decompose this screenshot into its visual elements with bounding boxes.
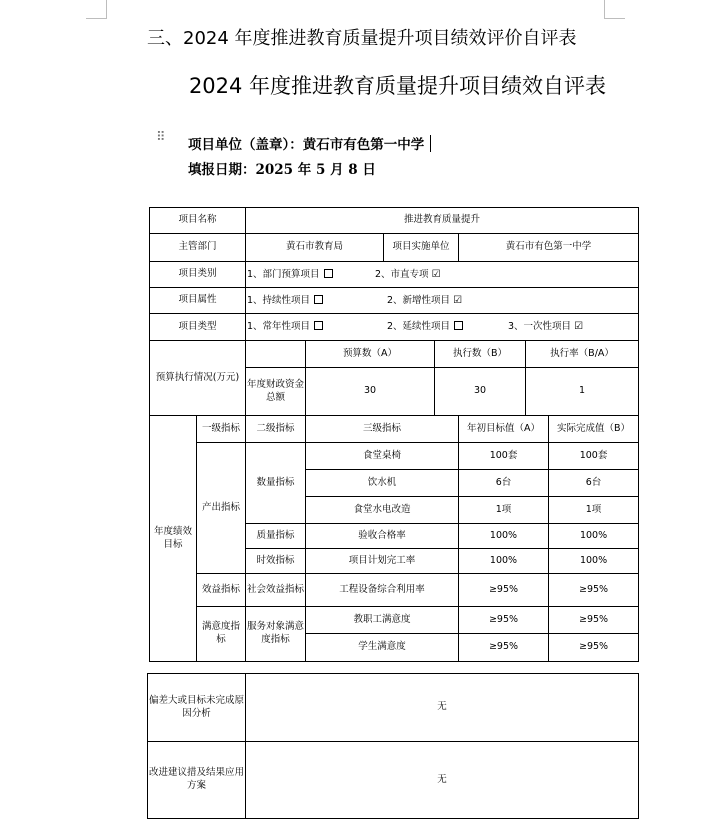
project-unit-line xyxy=(188,133,431,153)
service-satisfaction-label: 服务对象满意度指标 xyxy=(246,607,306,662)
dept-label: 主管部门 xyxy=(150,234,246,262)
type-option-1: 1、常年性项目 xyxy=(247,321,311,333)
impl-unit-label: 项目实施单位 xyxy=(384,234,459,262)
indicator-name: 教职工满意度 xyxy=(306,607,459,634)
budget-col-a: 预算数（A） xyxy=(306,341,435,368)
output-indicator-label: 产出指标 xyxy=(197,443,246,574)
type-options xyxy=(246,314,639,341)
category-options xyxy=(246,262,639,288)
type-option-3: 3、一次性项目 xyxy=(508,321,572,333)
page-corner-mark-right xyxy=(604,0,625,19)
type-option-2: 2、延续性项目 xyxy=(387,321,451,333)
section-heading: 三、2024 年度推进教育质量提升项目绩效评价自评表 xyxy=(147,28,577,49)
col-level1-header: 一级指标 xyxy=(197,416,246,443)
target-value[interactable]: ≥95% xyxy=(459,634,549,662)
indicator-name: 饮水机 xyxy=(306,470,459,497)
attribute-options xyxy=(246,288,639,314)
budget-col-rate: 执行率（B/A） xyxy=(526,341,639,368)
project-unit-value[interactable]: 黄石市有色第一中学 xyxy=(302,137,425,153)
page-corner-mark-left xyxy=(86,0,107,19)
indicator-name: 食堂桌椅 xyxy=(306,443,459,470)
timeliness-indicator-label: 时效指标 xyxy=(246,549,306,574)
performance-table xyxy=(149,207,639,662)
budget-label: 预算执行情况(万元) xyxy=(150,341,246,416)
fill-date-label: 填报日期： xyxy=(188,162,256,178)
quantity-indicator-label: 数量指标 xyxy=(246,443,306,524)
actual-value[interactable]: ≥95% xyxy=(549,634,639,662)
fill-date-line xyxy=(188,158,376,178)
indicator-name: 学生满意度 xyxy=(306,634,459,662)
col-actual-header: 实际完成值（B） xyxy=(549,416,639,443)
budget-b-value[interactable]: 30 xyxy=(435,368,526,416)
actual-value[interactable]: 100% xyxy=(549,524,639,549)
indicator-name: 项目计划完工率 xyxy=(306,549,459,574)
col-level2-header: 二级指标 xyxy=(246,416,306,443)
project-unit-label: 项目单位（盖章）： xyxy=(188,137,303,153)
target-value[interactable]: 100% xyxy=(459,524,549,549)
deviation-value[interactable]: 无 xyxy=(246,674,639,742)
checkbox-empty-icon[interactable] xyxy=(314,295,323,304)
budget-blank-cell xyxy=(246,341,306,368)
improvement-label: 改进建议措及结果应用方案 xyxy=(148,742,246,819)
actual-value[interactable]: 6台 xyxy=(549,470,639,497)
quality-indicator-label: 质量指标 xyxy=(246,524,306,549)
project-name-value[interactable]: 推进教育质量提升 xyxy=(246,208,639,234)
checkbox-empty-icon[interactable] xyxy=(314,321,323,330)
dept-value[interactable]: 黄石市教育局 xyxy=(246,234,384,262)
analysis-table xyxy=(147,673,639,819)
text-cursor xyxy=(430,135,431,152)
project-name-label: 项目名称 xyxy=(150,208,246,234)
satisfaction-indicator-label: 满意度指标 xyxy=(197,607,246,662)
document-title: 2024 年度推进教育质量提升项目绩效自评表 xyxy=(188,74,607,98)
actual-value[interactable]: ≥95% xyxy=(549,607,639,634)
impl-unit-value[interactable]: 黄石市有色第一中学 xyxy=(459,234,639,262)
improvement-value[interactable]: 无 xyxy=(246,742,639,819)
fill-date-value[interactable]: 2025 年 5 月 8 日 xyxy=(255,162,376,178)
col-target-header: 年初目标值（A） xyxy=(459,416,549,443)
attribute-option-1: 1、持续性项目 xyxy=(247,294,311,306)
attribute-option-2: 2、新增性项目 xyxy=(387,294,451,306)
category-option-2: 2、市直专项 xyxy=(375,268,429,280)
social-benefit-label: 社会效益指标 xyxy=(246,574,306,607)
col-level3-header: 三级指标 xyxy=(306,416,459,443)
budget-col-b: 执行数（B） xyxy=(435,341,526,368)
indicator-name: 工程设备综合利用率 xyxy=(306,574,459,607)
checkbox-checked-icon[interactable]: ☑ xyxy=(431,268,441,280)
indicator-name: 食堂水电改造 xyxy=(306,497,459,524)
benefit-indicator-label: 效益指标 xyxy=(197,574,246,607)
checkbox-empty-icon[interactable] xyxy=(324,269,333,278)
target-value[interactable]: 6台 xyxy=(459,470,549,497)
perf-target-label: 年度绩效目标 xyxy=(150,416,197,662)
category-label: 项目类别 xyxy=(150,262,246,288)
indicator-name: 验收合格率 xyxy=(306,524,459,549)
checkbox-checked-icon[interactable]: ☑ xyxy=(574,321,584,333)
budget-a-value[interactable]: 30 xyxy=(306,368,435,416)
type-label: 项目类型 xyxy=(150,314,246,341)
target-value[interactable]: 100套 xyxy=(459,443,549,470)
target-value[interactable]: 100% xyxy=(459,549,549,574)
actual-value[interactable]: 100套 xyxy=(549,443,639,470)
category-option-1: 1、部门预算项目 xyxy=(247,268,320,280)
target-value[interactable]: ≥95% xyxy=(459,574,549,607)
attribute-label: 项目属性 xyxy=(150,288,246,314)
actual-value[interactable]: 100% xyxy=(549,549,639,574)
checkbox-empty-icon[interactable] xyxy=(454,321,463,330)
checkbox-checked-icon[interactable]: ☑ xyxy=(453,294,463,306)
budget-rate-value[interactable]: 1 xyxy=(526,368,639,416)
budget-row-label: 年度财政资金总额 xyxy=(246,368,306,416)
target-value[interactable]: 1项 xyxy=(459,497,549,524)
drag-handle-icon[interactable]: ⠿ xyxy=(156,130,164,145)
target-value[interactable]: ≥95% xyxy=(459,607,549,634)
deviation-label: 偏差大或目标未完成原因分析 xyxy=(148,674,246,742)
actual-value[interactable]: ≥95% xyxy=(549,574,639,607)
actual-value[interactable]: 1项 xyxy=(549,497,639,524)
